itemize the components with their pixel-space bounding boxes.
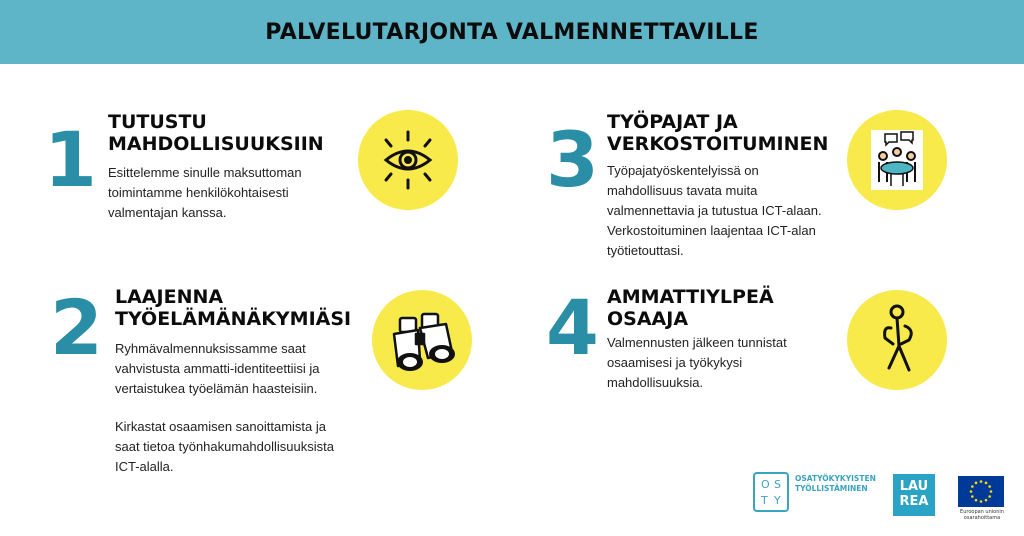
step-description-4 <box>607 333 822 393</box>
eu-star <box>990 490 993 493</box>
eu-flag-icon <box>958 476 1004 507</box>
header-banner <box>0 0 1024 64</box>
eu-star <box>980 480 983 483</box>
step-1-icon-circle <box>358 110 458 210</box>
eu-star <box>971 495 974 498</box>
laurea-logo <box>893 474 935 516</box>
laurea-logo-line-2: REA <box>899 494 929 509</box>
step-number-1: 1 <box>44 115 97 204</box>
step-heading-3-line-1: TYÖPAJAT JA <box>607 111 738 133</box>
step-heading-2-line-1: LAAJENNA <box>115 286 224 308</box>
step-description-3 <box>607 161 825 261</box>
meeting-icon <box>847 110 947 210</box>
eu-star <box>985 499 988 502</box>
step-heading-3-line-2: VERKOSTOITUMINEN <box>607 133 829 155</box>
step-heading-1-line-1: TUTUSTU <box>108 111 207 133</box>
eu-caption-line-1: Euroopan unionin <box>960 509 1004 515</box>
osty-letter-t: T <box>761 494 768 507</box>
eu-star <box>971 485 974 488</box>
eu-caption <box>958 509 1006 521</box>
step-heading-4-line-1: AMMATTIYLPEÄ <box>607 286 774 308</box>
osty-text-line-2: TYÖLLISTÄMINEN <box>795 484 868 493</box>
eu-star <box>975 499 978 502</box>
step-2-paragraph-1: Ryhmävalmennuksissamme saat vahvistusta ammatti-identiteettiisi ja vertaistukea työelämän haasteisiin. <box>115 341 320 396</box>
eu-logo <box>958 476 1006 520</box>
eu-star <box>970 490 973 493</box>
osty-text-line-1: OSATYÖKYKYISTEN <box>795 474 876 483</box>
eye-icon <box>358 110 458 210</box>
osty-logo-box <box>753 472 789 512</box>
eu-star <box>988 485 991 488</box>
step-4-paragraph-1: Valmennusten jälkeen tunnistat osaamisesi ja työkykysi mahdollisuuksia. <box>607 335 787 390</box>
step-heading-2 <box>115 286 351 330</box>
step-2-icon-circle <box>372 290 472 390</box>
osty-letter-o: O <box>761 478 770 491</box>
step-heading-2-line-2: TYÖELÄMÄNÄKYMIÄSI <box>115 308 352 330</box>
eu-caption-line-2: osarahoittama <box>963 515 1001 521</box>
binoculars-icon <box>372 290 472 390</box>
step-number-2: 2 <box>50 283 103 372</box>
eu-star <box>975 482 978 485</box>
step-heading-3 <box>607 111 828 155</box>
eu-star <box>985 482 988 485</box>
step-heading-4-line-2: OSAAJA <box>607 308 689 330</box>
eu-star <box>980 500 983 503</box>
step-heading-1 <box>108 111 324 155</box>
proud-person-icon <box>847 290 947 390</box>
step-1-paragraph-1: Esittelemme sinulle maksuttoman toimintamme henkilökohtaisesti valmentajan kanssa. <box>108 165 302 220</box>
step-3-paragraph-1: Työpajatyöskentelyissä on mahdollisuus tavata muita valmennettavia ja tutustua ICT-alaan. Verkostoituminen laajentaa ICT-alan työtietouttasi. <box>607 163 822 258</box>
step-heading-1-line-2: MAHDOLLISUUKSIIN <box>108 133 324 155</box>
osty-letter-s: S <box>774 478 781 491</box>
laurea-logo-line-1: LAU <box>899 479 929 494</box>
osty-letter-y: Y <box>774 494 781 507</box>
step-description-1 <box>108 163 323 223</box>
page-title: PALVELUTARJONTA VALMENNETTAVILLE <box>265 19 759 45</box>
osty-logo-text <box>795 474 876 494</box>
step-3-icon-circle <box>847 110 947 210</box>
step-heading-4 <box>607 286 774 330</box>
eu-star <box>988 495 991 498</box>
step-2-paragraph-2: Kirkastat osaamisen sanoittamista ja saat tietoa työnhakumahdollisuuksista ICT-alalla. <box>115 419 334 474</box>
step-4-icon-circle <box>847 290 947 390</box>
step-description-2 <box>115 339 340 477</box>
step-number-3: 3 <box>546 115 599 204</box>
step-number-4: 4 <box>546 283 599 372</box>
